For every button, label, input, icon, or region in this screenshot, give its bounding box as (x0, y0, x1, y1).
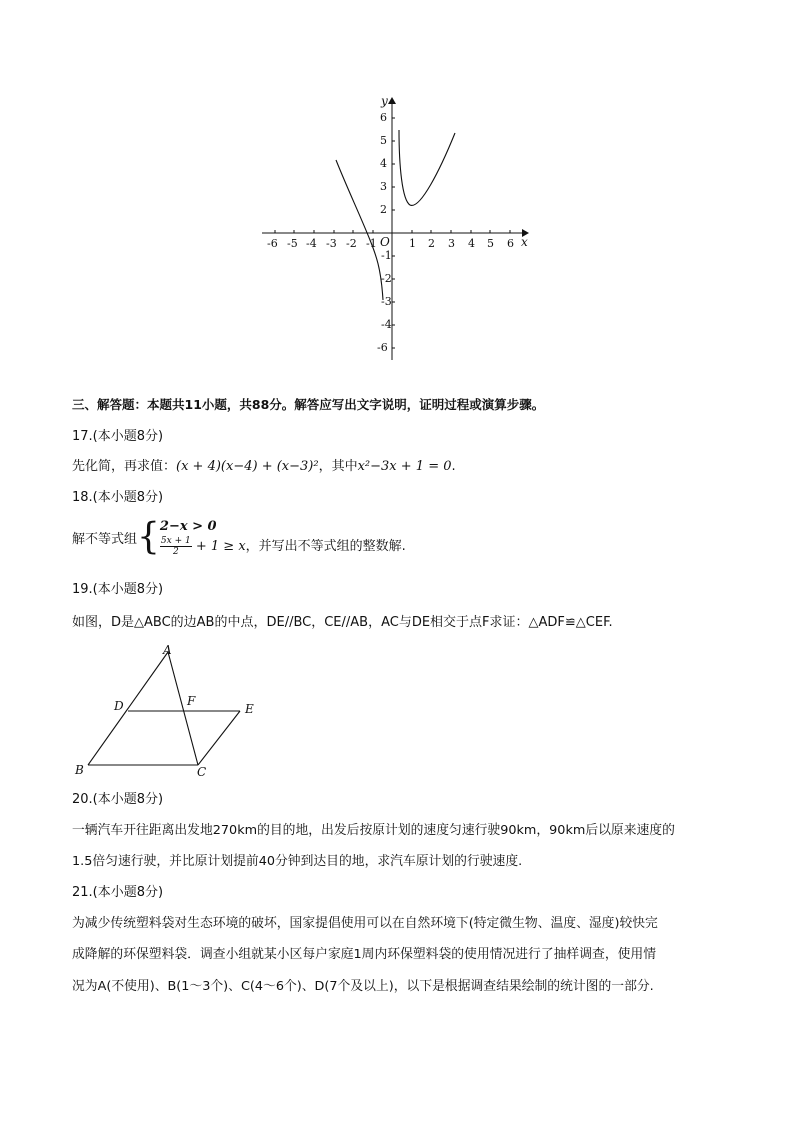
q17-end: . (451, 459, 456, 474)
q20-header: 20.(本小题8分) (72, 792, 164, 807)
origin-label: O (380, 235, 390, 249)
x-tick-label: -1 (366, 237, 377, 250)
section-heading: 三、解答题：本题共11小题，共88分。解答应写出文字说明，证明过程或演算步骤。 (72, 397, 545, 412)
x-tick-label: -2 (346, 237, 357, 250)
q17-body (72, 458, 456, 476)
point-label-C: C (197, 765, 207, 779)
x-axis-label: x (521, 235, 528, 249)
x-tick-label: -3 (326, 237, 337, 250)
q20-line2: 1.5倍匀速行驶，并比原计划提前40分钟到达目的地，求汽车原计划的行驶速度. (72, 854, 523, 869)
y-tick-label: 2 (380, 203, 387, 216)
y-tick-label: -2 (381, 272, 392, 285)
x-tick-label: -6 (267, 237, 278, 250)
y-tick-label: 3 (380, 180, 387, 193)
x-tick-label: -5 (287, 237, 298, 250)
q18-suffix: ，并写出不等式组的整数解. (245, 539, 406, 554)
y-tick-label: 5 (380, 134, 387, 147)
q18-header: 18.(本小题8分) (72, 490, 164, 505)
q21-line3: 况为A(不使用)、B(1～3个)、C(4～6个)、D(7个及以上)，以下是根据调查结果绘制的统计图的一部分. (72, 979, 654, 994)
y-tick-label: -6 (377, 341, 388, 354)
q19-header: 19.(本小题8分) (72, 582, 164, 597)
x-tick-label: -4 (306, 237, 317, 250)
brace-symbol: { (137, 516, 160, 558)
q21-line2: 成降解的环保塑料袋．调查小组就某小区每户家庭1周内环保塑料袋的使用情况进行了抽样调查，使用情 (72, 947, 657, 962)
q17-prefix: 先化简，再求值： (72, 459, 177, 474)
function-graph (255, 92, 540, 367)
q17-expression: (x + 4)(x−4) + (x−3)² (176, 459, 319, 474)
x-tick-label: 3 (448, 237, 455, 250)
x-tick-label: 6 (507, 237, 514, 250)
q19-text: 如图，D是△ABC的边AB的中点，DE//BC，CE//AB，AC与DE相交于点F求证：△ADF≌△CEF. (72, 615, 613, 630)
x-tick-label: 1 (409, 237, 416, 250)
q17-condition: x²−3x + 1 = 0 (357, 459, 452, 474)
q18-body (72, 518, 406, 557)
y-axis-label: y (381, 94, 388, 108)
triangle-figure (70, 640, 270, 785)
point-label-F: F (187, 694, 196, 708)
q17-header: 17.(本小题8分) (72, 429, 164, 444)
x-tick-label: 2 (428, 237, 435, 250)
point-label-E: E (245, 702, 254, 716)
point-label-D: D (114, 699, 124, 713)
q17-mid: ，其中 (318, 459, 358, 474)
x-tick-label: 5 (487, 237, 494, 250)
y-tick-label: -1 (381, 249, 392, 262)
y-tick-label: -4 (381, 318, 392, 331)
inequality-system (160, 518, 406, 557)
y-tick-label: 4 (380, 157, 387, 170)
q18-prefix: 解不等式组 (72, 532, 138, 547)
x-tick-label: 4 (468, 237, 475, 250)
curve-right-branch (399, 130, 455, 205)
q18-ineq2: + 1 ≥ x (195, 539, 246, 554)
q18-fraction: $\frac{5x + 1}{2}$ (160, 536, 191, 557)
point-label-B: B (75, 763, 84, 777)
q21-header: 21.(本小题8分) (72, 885, 164, 900)
y-tick-label: -3 (381, 295, 392, 308)
segment-CE (198, 711, 240, 765)
point-label-A: A (163, 643, 172, 657)
q20-line1: 一辆汽车开往距离出发地270km的目的地，出发后按原计划的速度匀速行驶90km，90km后以原来速度的 (72, 823, 675, 838)
q21-line1: 为减少传统塑料袋对生态环境的破坏，国家提倡使用可以在自然环境下(特定微生物、温度、湿度)较快完 (72, 916, 658, 931)
y-tick-label: 6 (380, 111, 387, 124)
curve-left-branch (336, 160, 383, 300)
q18-ineq1: 2−x > 0 (159, 519, 217, 534)
segment-AB (88, 652, 168, 765)
segment-AC (168, 652, 198, 765)
